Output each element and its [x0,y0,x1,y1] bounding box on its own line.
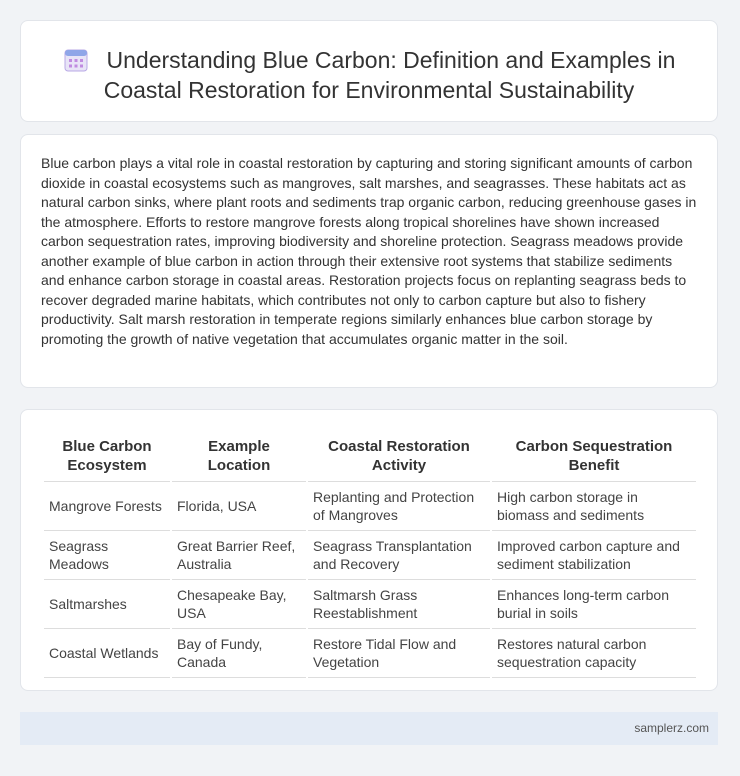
table-row [44,580,696,629]
page-title-text: Understanding Blue Carbon: Definition and Examples in Coastal Restoration for Environmental Sustainability [103,47,676,103]
table-cell: Restores natural carbon sequestration capacity [492,629,696,678]
table-cell: Saltmarshes [44,580,170,629]
table-cell: Great Barrier Reef, Australia [172,531,306,580]
column-header: Coastal Restoration Activity [308,429,490,482]
page-title [21,45,717,105]
footer-site-link[interactable]: samplerz.com [634,721,709,735]
table-cell: Improved carbon capture and sediment stabilization [492,531,696,580]
column-header: Blue Carbon Ecosystem [44,429,170,482]
table-cell: High carbon storage in biomass and sediments [492,482,696,531]
table-cell: Seagrass Meadows [44,531,170,580]
table-cell: Chesapeake Bay, USA [172,580,306,629]
calendar-icon [63,47,89,73]
table-cell: Restore Tidal Flow and Vegetation [308,629,490,678]
table-row [44,629,696,678]
column-header: Carbon Sequestration Benefit [492,429,696,482]
column-header: Example Location [172,429,306,482]
table-cell: Replanting and Protection of Mangroves [308,482,490,531]
table-cell: Coastal Wetlands [44,629,170,678]
title-card [20,20,718,122]
table-cell: Bay of Fundy, Canada [172,629,306,678]
article-paragraph: Blue carbon plays a vital role in coastal restoration by capturing and storing significant amounts of carbon dioxide in coastal ecosystems such as mangroves, salt marshes, and seagrasses. These habitats act as natural carbon sinks, where plant roots and sediments trap organic carbon, reducing greenhouse gases in the atmosphere. Efforts to restore mangrove forests along tropical shorelines have shown increased carbon sequestration rates, improving biodiversity and shoreline protection. Seagrass meadows provide another example of blue carbon in action through their extensive root systems that stabilize sediments and enhance carbon storage in coastal areas. Restoration projects focus on replanting seagrass beds to recover degraded marine habitats, which contributes not only to carbon capture but also to fishery productivity. Salt marsh restoration in temperate regions similarly enhances blue carbon storage by promoting the growth of native vegetation that accumulates organic matter in the soil. [41,155,697,347]
table-cell: Saltmarsh Grass Reestablishment [308,580,490,629]
footer [20,712,718,745]
table-card [20,409,718,691]
blue-carbon-table [42,429,698,678]
table-row [44,531,696,580]
table-row [44,482,696,531]
table-header-row [44,429,696,482]
table-cell: Seagrass Transplantation and Recovery [308,531,490,580]
table-cell: Enhances long-term carbon burial in soils [492,580,696,629]
article-card [20,134,718,388]
table-cell: Florida, USA [172,482,306,531]
table-cell: Mangrove Forests [44,482,170,531]
